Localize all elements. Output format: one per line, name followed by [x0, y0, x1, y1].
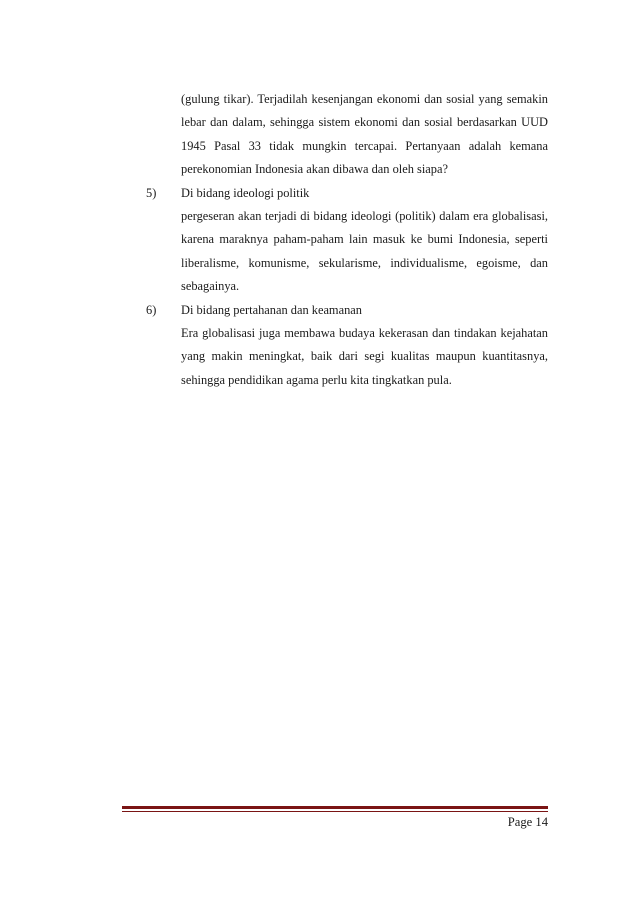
- list-item-ideology: [146, 182, 548, 299]
- footer-divider-thin: [122, 811, 548, 812]
- list-item-heading: [146, 299, 548, 322]
- list-item-body: Era globalisasi juga membawa budaya kekerasan dan tindakan kejahatan yang makin meningkat, baik dari segi kualitas maupun kuantitasnya, sehingga pendidikan agama perlu kita tingkatkan pula.: [181, 326, 548, 387]
- footer-divider: [122, 806, 548, 812]
- list-item-number: 5): [146, 185, 157, 200]
- list-item-body: pergeseran akan terjadi di bidang ideologi (politik) dalam era globalisasi, karena maraknya paham-paham lain masuk ke bumi Indonesia, seperti liberalisme, komunisme, sekularisme, individualisme, egoisme, dan sebagainya.: [181, 209, 548, 294]
- list-item-title: Di bidang pertahanan dan keamanan: [181, 302, 362, 317]
- list-item-defense: [146, 299, 548, 393]
- list-item-heading: [146, 182, 548, 205]
- list-item-title: Di bidang ideologi politik: [181, 185, 310, 200]
- intro-paragraph: (gulung tikar). Terjadilah kesenjangan ekonomi dan sosial yang semakin lebar dan dalam, sehingga sistem ekonomi dan sosial berdasarkan UUD 1945 Pasal 33 tidak mungkin tercapai. Pertanyaan adalah kemana perekonomian Indonesia akan dibawa dan oleh siapa?: [181, 92, 548, 177]
- footer-divider-thick: [122, 806, 548, 809]
- page-content: [146, 88, 548, 392]
- page-number: Page 14: [507, 815, 548, 829]
- list-item-number: 6): [146, 302, 157, 317]
